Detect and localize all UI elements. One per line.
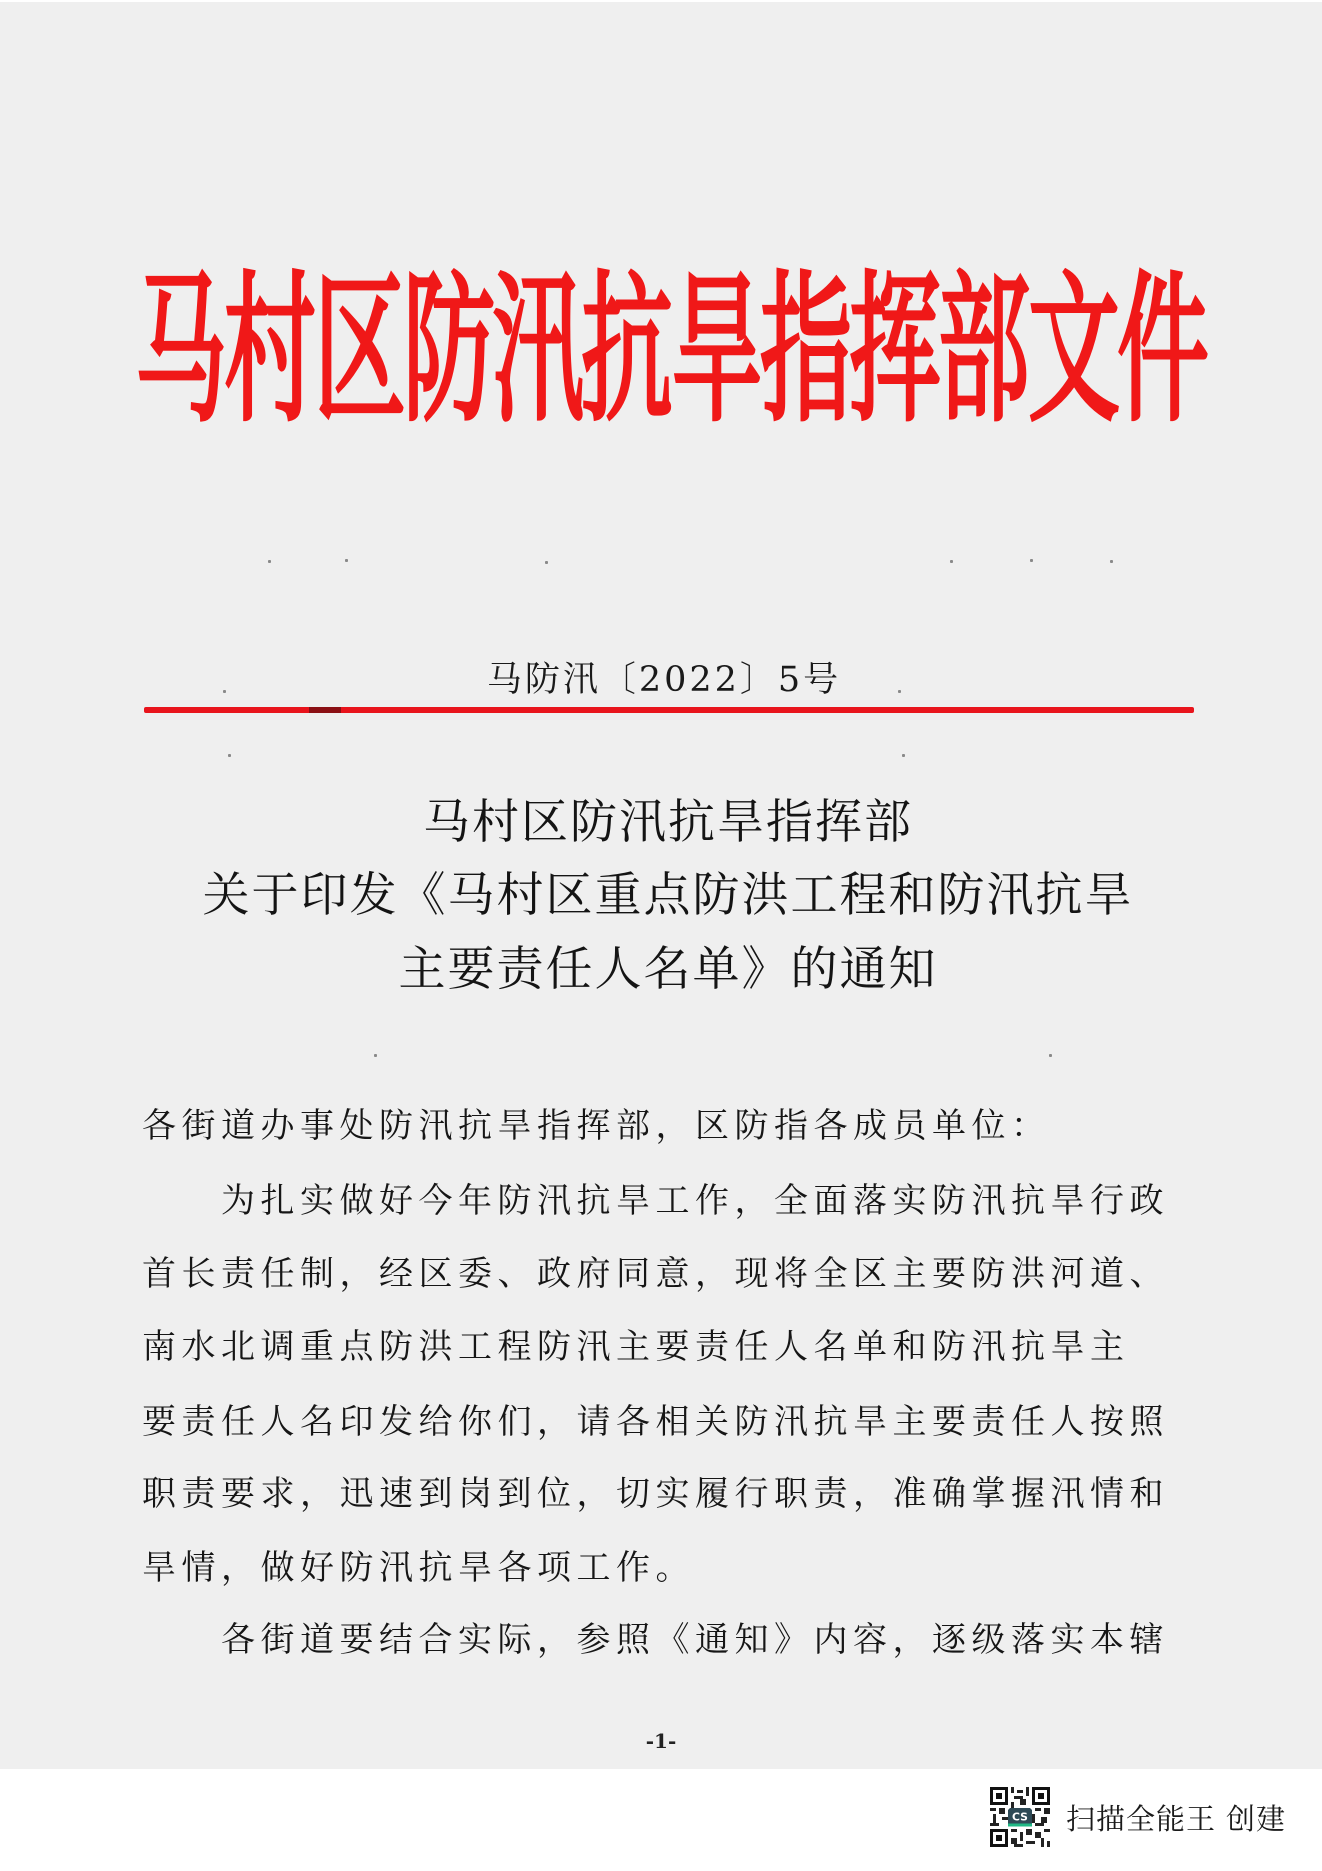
scan-speck [268, 560, 271, 563]
body-line: 为扎实做好今年防汛抗旱工作，全面落实防汛抗旱行政 [221, 1181, 1169, 1221]
scan-speck [545, 561, 548, 564]
body-line: 首长责任制，经区委、政府同意，现将全区主要防洪河道、 [142, 1254, 1169, 1294]
masthead-char [938, 255, 1031, 445]
scan-speck [374, 1054, 377, 1057]
salutation: 各街道办事处防汛抗旱指挥部，区防指各成员单位： [142, 1106, 1051, 1146]
body-line: 要责任人名印发给你们，请各相关防汛抗旱主要责任人按照 [142, 1402, 1169, 1442]
rule-smudge [309, 707, 341, 713]
masthead-char [224, 255, 317, 445]
body-line: 各街道要结合实际，参照《通知》内容，逐级落实本辖 [221, 1620, 1169, 1660]
scan-speck [228, 754, 231, 757]
brand-name: 扫描全能王 [1066, 1801, 1217, 1836]
masthead-char [849, 255, 942, 445]
masthead-char-text: 旱 [670, 255, 763, 445]
scan-speck [1110, 560, 1113, 563]
masthead-char [1027, 255, 1120, 445]
masthead-char [1116, 255, 1209, 445]
heading-line-3: 主要责任人名单》的通知 [398, 942, 938, 997]
masthead-char [670, 255, 763, 445]
scan-speck [1030, 559, 1033, 562]
heading-line-2: 关于印发《马村区重点防洪工程和防汛抗旱 [202, 868, 1134, 923]
document-page [0, 2, 1322, 1769]
masthead-char-text: 指 [759, 255, 852, 445]
masthead-char-text: 防 [402, 255, 495, 445]
watermark-text [1066, 1797, 1286, 1838]
masthead-char [492, 255, 585, 445]
masthead-char [313, 255, 406, 445]
scan-speck [950, 560, 953, 563]
masthead-title [135, 255, 1209, 445]
masthead-char-text: 部 [938, 255, 1031, 445]
scan-speck [345, 559, 348, 562]
masthead-char [402, 255, 495, 445]
masthead-char-text: 文 [1027, 255, 1120, 445]
masthead-char [759, 255, 852, 445]
masthead-char-text: 汛 [492, 255, 585, 445]
brand-suffix: 创建 [1226, 1801, 1287, 1836]
masthead-char [135, 255, 227, 445]
scan-speck [1049, 1054, 1052, 1057]
document-number: 马防汛〔2022〕5号 [486, 660, 842, 700]
body-line: 职责要求，迅速到岗到位，切实履行职责，准确掌握汛情和 [142, 1474, 1169, 1514]
masthead-char-text: 区 [313, 255, 406, 445]
scanner-watermark [990, 1786, 1286, 1848]
red-divider-line [144, 707, 1194, 713]
masthead-char-text: 抗 [581, 255, 674, 445]
masthead-char [581, 255, 674, 445]
page-number: -1- [645, 1729, 677, 1753]
heading-line-1: 马村区防汛抗旱指挥部 [423, 795, 913, 850]
cs-logo-text: CS [1012, 1810, 1028, 1824]
qr-code-icon [990, 1786, 1050, 1848]
scan-speck [902, 754, 905, 757]
body-line: 旱情，做好防汛抗旱各项工作。 [142, 1548, 695, 1588]
masthead-char-text: 件 [1116, 255, 1209, 445]
body-line: 南水北调重点防洪工程防汛主要责任人名单和防汛抗旱主 [142, 1327, 1130, 1367]
masthead-char-text: 挥 [849, 255, 942, 445]
masthead-char-text: 村 [224, 255, 317, 445]
masthead-char-text: 马 [135, 255, 227, 445]
